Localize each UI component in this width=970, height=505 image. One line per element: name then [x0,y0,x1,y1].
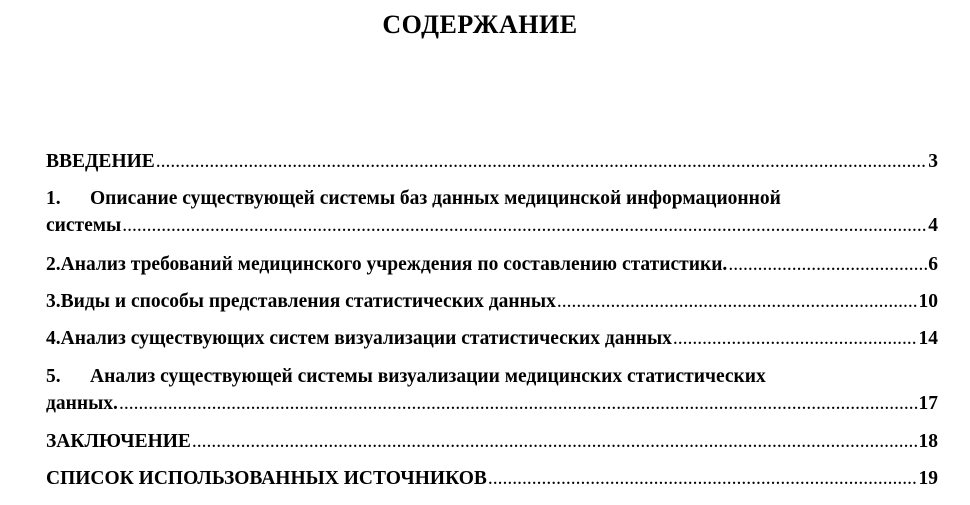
toc-entry-number: 1. [46,188,61,209]
dot-leader [728,251,927,278]
toc-entry-line1 [46,363,766,390]
toc-entry-text: Анализ существующей системы визуализации медицинских статистических [90,366,766,387]
toc-page-number: 17 [918,393,938,414]
toc-page-number: 10 [918,291,938,312]
toc-entry-number: 5. [46,366,61,387]
toc-entry-text: Виды и способы представления статистических данных [60,291,556,312]
toc-entry-text-continuation: данных. [46,393,118,414]
toc-entry-3[interactable] [46,288,938,315]
page-title: СОДЕРЖАНИЕ [382,10,578,39]
toc-entry-number: 4. [46,328,61,349]
dot-leader [119,390,918,417]
toc-page-number: 19 [918,468,938,489]
dot-leader [557,288,918,315]
toc-entry-text-continuation: системы [46,215,122,236]
toc-entry-5[interactable] [46,363,938,417]
toc-entry-introduction[interactable] [46,148,938,175]
dot-leader [673,325,918,352]
toc-entry-number: 3. [46,291,61,312]
toc-entry-text: Анализ существующих систем визуализации статистических данных [60,328,672,349]
toc-entry-number: 2. [46,254,61,275]
dot-leader [156,148,927,175]
toc-entry-1[interactable] [46,185,938,239]
toc-page-number: 4 [928,215,938,236]
toc-page-number: 6 [928,254,938,275]
dot-leader [192,428,918,455]
toc-entry-2[interactable] [46,251,938,278]
toc-entry-line1 [46,185,781,212]
toc-entry-text: Описание существующей системы баз данных медицинской информационной [90,188,781,209]
toc-entry-references[interactable] [46,465,938,492]
toc-entry-4[interactable] [46,325,938,352]
toc-entry-text: ЗАКЛЮЧЕНИЕ [46,431,191,452]
toc-entry-text: СПИСОК ИСПОЛЬЗОВАННЫХ ИСТОЧНИКОВ [46,468,487,489]
dot-leader [488,465,918,492]
toc-page-number: 14 [918,328,938,349]
toc-page-number: 18 [918,431,938,452]
toc-entry-text: Анализ требований медицинского учреждения по составлению статистики. [60,254,728,275]
toc-page-number: 3 [928,151,938,172]
toc-entry-conclusion[interactable] [46,428,938,455]
toc-entry-text: ВВЕДЕНИЕ [46,151,155,172]
dot-leader [122,212,927,239]
